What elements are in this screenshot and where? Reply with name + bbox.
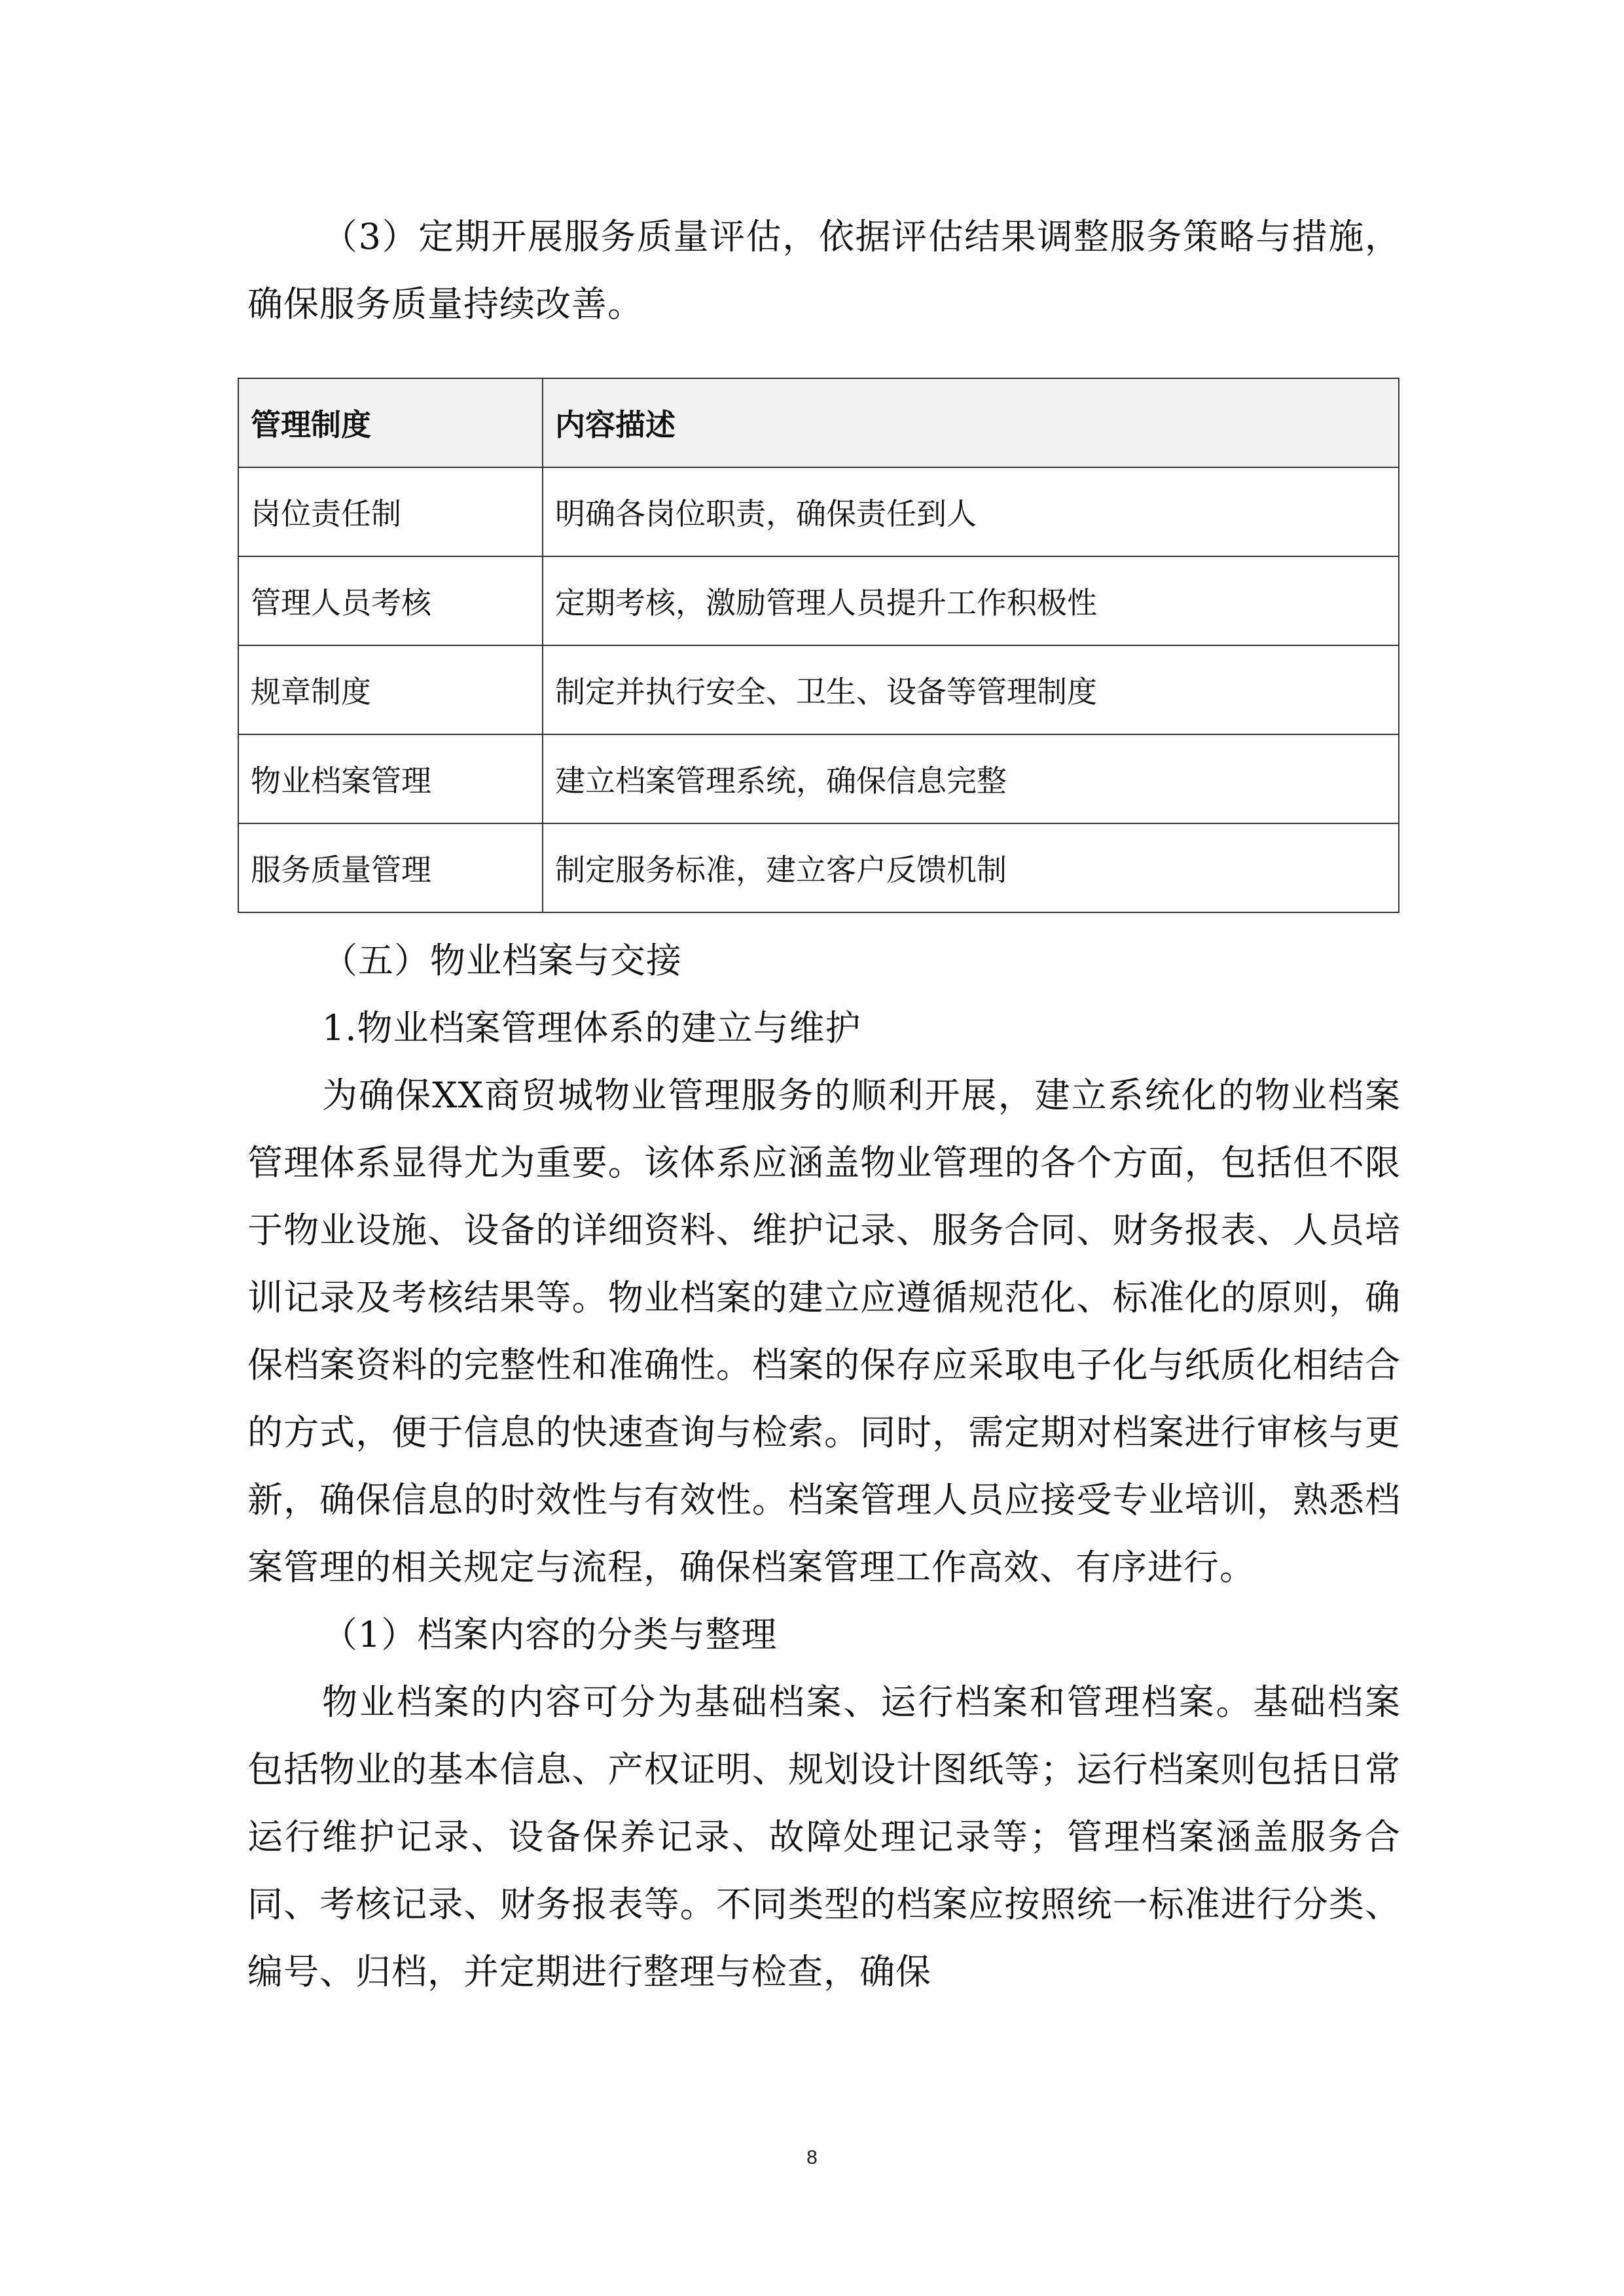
section-subheading: 1.物业档案管理体系的建立与维护: [322, 1007, 861, 1049]
table-cell: 明确各岗位职责，确保责任到人: [543, 467, 1399, 556]
table-cell: 建立档案管理系统，确保信息完整: [543, 734, 1399, 823]
page-number: 8: [806, 2147, 818, 2168]
table-cell: 物业档案管理: [238, 734, 543, 823]
table-row: [238, 734, 1399, 823]
section-block: [247, 927, 1401, 2005]
management-table: [238, 378, 1399, 913]
intro-paragraph: （3）定期开展服务质量评估，依据评估结果调整服务策略与措施，确保服务质量持续改善。: [247, 216, 1401, 325]
table-row: [238, 467, 1399, 556]
table-cell: 定期考核，激励管理人员提升工作积极性: [543, 556, 1399, 645]
table-cell: 岗位责任制: [238, 467, 543, 556]
table-row: [238, 556, 1399, 645]
section-heading: （五）物业档案与交接: [322, 940, 682, 981]
table-cell: 制定并执行安全、卫生、设备等管理制度: [543, 645, 1399, 734]
table-row: [238, 823, 1399, 912]
table-cell: 规章制度: [238, 645, 543, 734]
table-cell: 制定服务标准，建立客户反馈机制: [543, 823, 1399, 912]
table-header-cell: 管理制度: [238, 378, 543, 467]
table-row: [238, 645, 1399, 734]
subsection-heading: （1）档案内容的分类与整理: [322, 1614, 778, 1655]
table-header-row: [238, 378, 1399, 467]
table-header-cell: 内容描述: [543, 378, 1399, 467]
table-cell: 服务质量管理: [238, 823, 543, 912]
body-paragraph: 物业档案的内容可分为基础档案、运行档案和管理档案。基础档案包括物业的基本信息、产权证明、规划设计图纸等；运行档案则包括日常运行维护记录、设备保养记录、故障处理记录等；管理档案涵盖服务合同、考核记录、财务报表等。不同类型的档案应按照统一标准进行分类、编号、归档，并定期进行整理与检查，确保: [247, 1681, 1401, 1992]
intro-block: [247, 203, 1401, 338]
body-paragraph: 为确保XX商贸城物业管理服务的顺利开展，建立系统化的物业档案管理体系显得尤为重要。该体系应涵盖物业管理的各个方面，包括但不限于物业设施、设备的详细资料、维护记录、服务合同、财务报表、人员培训记录及考核结果等。物业档案的建立应遵循规范化、标准化的原则，确保档案资料的完整性和准确性。档案的保存应采取电子化与纸质化相结合的方式，便于信息的快速查询与检索。同时，需定期对档案进行审核与更新，确保信息的时效性与有效性。档案管理人员应接受专业培训，熟悉档案管理的相关规定与流程，确保档案管理工作高效、有序进行。: [247, 1075, 1401, 1588]
table-cell: 管理人员考核: [238, 556, 543, 645]
